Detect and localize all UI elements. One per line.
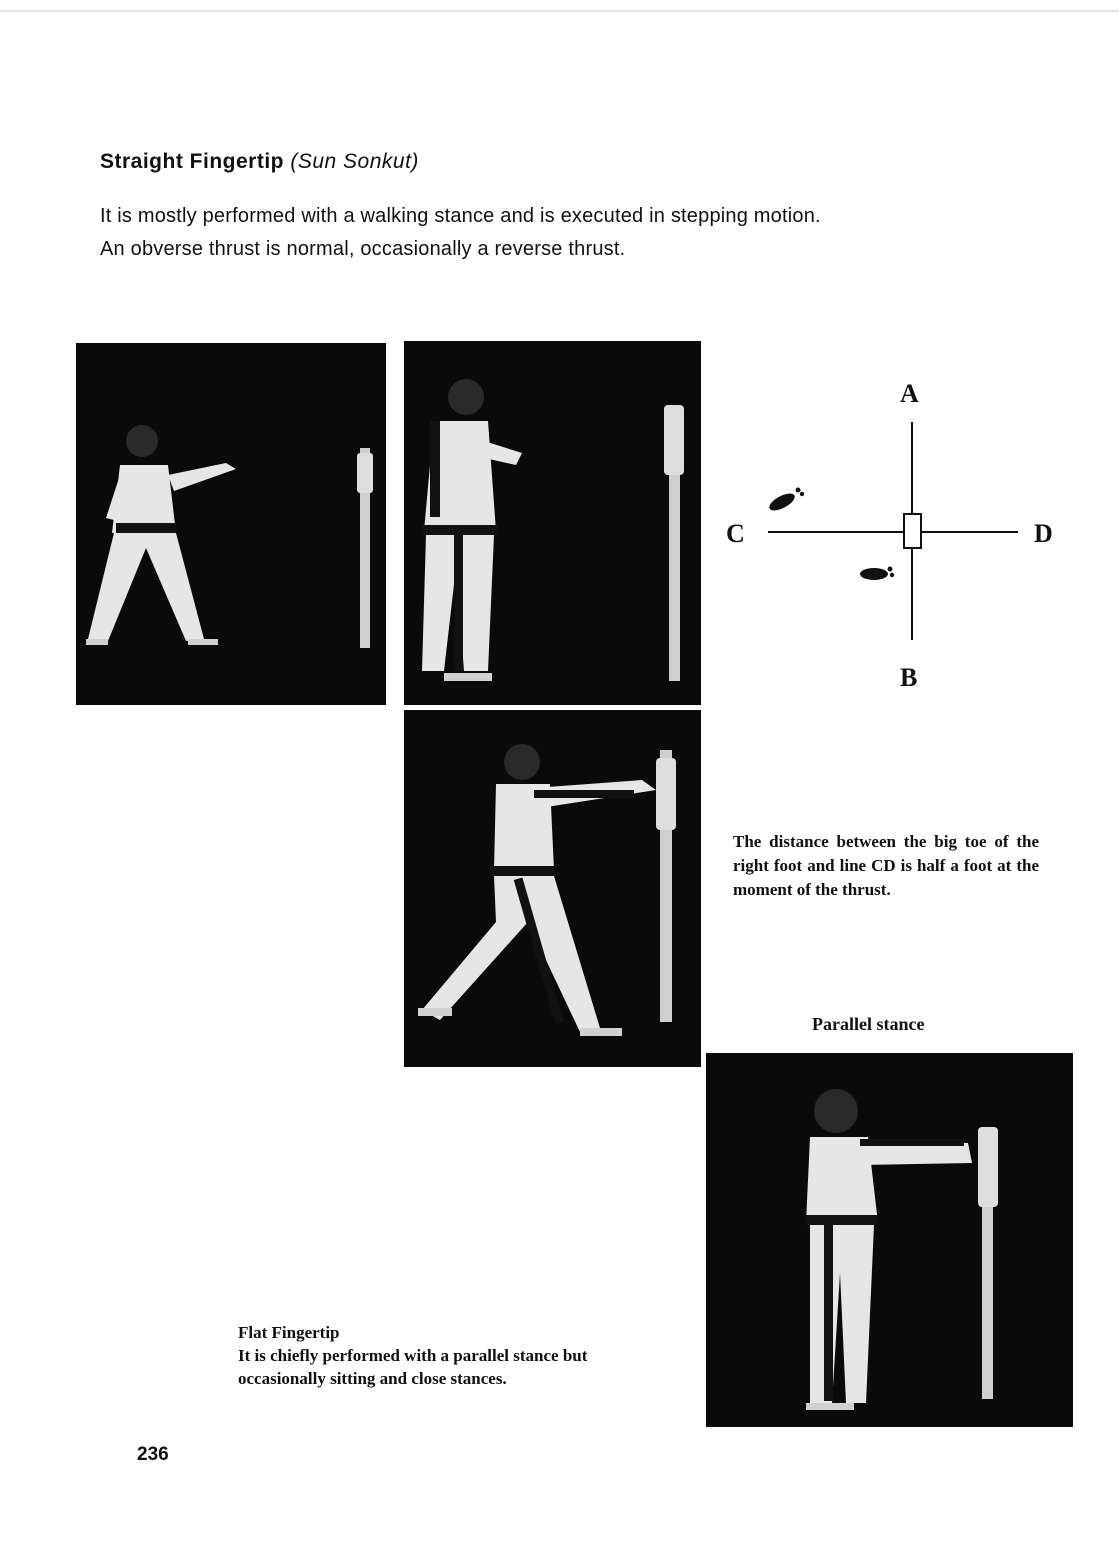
left-footprint-icon [767, 488, 804, 514]
right-footprint-icon [860, 567, 894, 581]
diagram-label-a: A [900, 379, 919, 408]
diagram-label-c: C [726, 519, 745, 548]
stance-diagram-graphic [720, 370, 1060, 700]
section-heading [100, 150, 419, 174]
target-post-marker [904, 514, 921, 548]
photo-parallel-stance-figure [706, 1053, 1073, 1427]
photo-front-stance-figure [76, 343, 386, 705]
diagram-label-d: D [1034, 519, 1053, 548]
photo-parallel-stance [706, 1053, 1073, 1427]
photo-walking-thrust-figure [404, 710, 701, 1067]
intro-line-2: An obverse thrust is normal, occasionally a reverse thrust. [100, 238, 626, 260]
flat-fingertip-title: Flat Fingertip [238, 1323, 340, 1342]
intro-paragraph [100, 200, 1060, 266]
flat-fingertip-line-1: It is chiefly performed with a parallel stance but [238, 1346, 588, 1365]
flat-fingertip-caption [238, 1321, 698, 1390]
distance-caption: The distance between the big toe of the right foot and line CD is half a foot at the moment of the thrust. [733, 832, 1039, 899]
diagram-label-b: B [900, 663, 918, 692]
flat-fingertip-line-2: occasionally sitting and close stances. [238, 1369, 507, 1388]
scan-edge-line [0, 10, 1119, 12]
photo-side-chamber [404, 341, 701, 705]
photo-front-stance [76, 343, 386, 705]
stance-diagram [720, 370, 1060, 700]
parallel-stance-caption: Parallel stance [812, 1014, 925, 1034]
page-number: 236 [137, 1444, 169, 1465]
heading-title: Straight Fingertip [100, 150, 284, 173]
photo-walking-thrust [404, 710, 701, 1067]
heading-subtitle: (Sun Sonkut) [290, 150, 419, 173]
photo-side-chamber-figure [404, 341, 701, 705]
intro-line-1: It is mostly performed with a walking stance and is executed in stepping motion. [100, 205, 821, 227]
